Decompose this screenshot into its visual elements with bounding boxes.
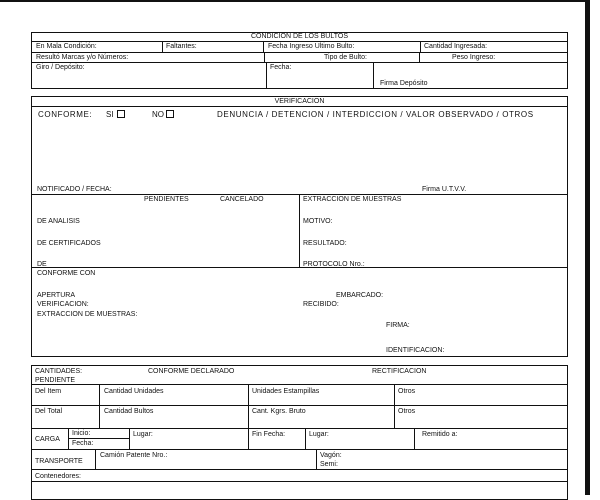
verificacion-field[interactable]: VERIFICACION: xyxy=(37,301,89,308)
cantidades-section xyxy=(31,365,568,500)
rectificacion-header: RECTIFICACION xyxy=(372,368,427,375)
cant-kgrs-field[interactable]: Cant. Kgrs. Bruto xyxy=(252,408,306,415)
de-certificados-row: DE CERTIFICADOS xyxy=(37,240,101,247)
extraccion-field[interactable]: EXTRACCION DE MUESTRAS: xyxy=(37,311,138,318)
extraccion-muestras-header: EXTRACCION DE MUESTRAS xyxy=(303,196,402,203)
fecha-ingreso-field[interactable]: Fecha Ingreso Ultimo Bulto: xyxy=(268,43,355,50)
cantidades-label: CANTIDADES: xyxy=(35,368,83,375)
tipo-bulto-field[interactable]: Tipo de Bulto: xyxy=(324,54,367,61)
en-mala-condicion-field[interactable]: En Mala Condición: xyxy=(36,43,97,50)
carga-label: CARGA xyxy=(35,436,60,443)
fecha-carga-field[interactable]: Fecha: xyxy=(72,440,94,447)
otros-field-2[interactable]: Otros xyxy=(398,408,416,415)
camion-patente-field[interactable]: Camión Patente Nro.: xyxy=(100,452,168,459)
conforme-declarado-header: CONFORME DECLARADO xyxy=(148,368,235,375)
fecha-field[interactable]: Fecha: xyxy=(270,64,292,71)
unidades-estampillas-field[interactable]: Unidades Estampillas xyxy=(252,388,320,395)
notificado-fecha-field[interactable]: NOTIFICADO / FECHA: xyxy=(37,186,112,193)
vagon-field[interactable]: Vagón: xyxy=(320,452,342,459)
lugar-field-1[interactable]: Lugar: xyxy=(133,431,153,438)
semi-field[interactable]: Semi: xyxy=(320,461,338,468)
apertura-field[interactable]: APERTURA xyxy=(37,292,75,299)
motivo-field[interactable]: MOTIVO: xyxy=(303,218,333,225)
del-item-label: Del Item xyxy=(35,388,62,395)
pendientes-header: PENDIENTES xyxy=(144,196,189,203)
transporte-label: TRANSPORTE xyxy=(35,458,83,465)
resultado-field[interactable]: RESULTADO: xyxy=(303,240,347,247)
protocolo-field[interactable]: PROTOCOLO Nro.: xyxy=(303,261,365,268)
peso-ingreso-field[interactable]: Peso Ingreso: xyxy=(452,54,496,61)
pendiente-label: PENDIENTE xyxy=(35,377,76,384)
remitido-field[interactable]: Remitido a: xyxy=(422,431,458,438)
cantidad-unidades-field[interactable]: Cantidad Unidades xyxy=(104,388,164,395)
de-analisis-row: DE ANALISIS xyxy=(37,218,80,225)
firma-utvv-field[interactable]: Firma U.T.V.V. xyxy=(422,186,467,193)
cancelado-header: CANCELADO xyxy=(220,196,264,203)
del-total-label: Del Total xyxy=(35,408,63,415)
conforme-con-label: CONFORME CON xyxy=(37,270,96,277)
no-checkbox[interactable] xyxy=(166,110,174,118)
firma-field[interactable]: FIRMA: xyxy=(386,322,410,329)
faltantes-field[interactable]: Faltantes: xyxy=(166,43,197,50)
si-label: SI xyxy=(106,110,114,119)
verificacion-title: VERIFICACION xyxy=(274,98,325,105)
cantidad-bultos-field[interactable]: Cantidad Bultos xyxy=(104,408,154,415)
giro-deposito-field[interactable]: Giro / Depósito: xyxy=(36,64,85,71)
firma-deposito-field[interactable]: Firma Depósito xyxy=(380,80,428,87)
inicio-field[interactable]: Inicio: xyxy=(72,430,91,437)
recibido-field[interactable]: RECIBIDO: xyxy=(303,301,339,308)
no-label: NO xyxy=(152,110,164,119)
fin-fecha-field[interactable]: Fin Fecha: xyxy=(252,431,286,438)
embarcado-field[interactable]: EMBARCADO: xyxy=(336,292,384,299)
si-checkbox[interactable] xyxy=(117,110,125,118)
resulto-marcas-field[interactable]: Resultó Marcas y/o Números: xyxy=(36,54,129,61)
conforme-label: CONFORME: xyxy=(38,110,93,119)
otros-field-1[interactable]: Otros xyxy=(398,388,416,395)
contenedores-field[interactable]: Contenedores: xyxy=(35,473,81,480)
de-row: DE xyxy=(37,261,47,268)
cantidad-ingresada-field[interactable]: Cantidad Ingresada: xyxy=(424,43,488,50)
denuncia-label: DENUNCIA / DETENCION / INTERDICCION / VALOR OBSERVADO / OTROS xyxy=(217,110,534,119)
condicion-title: CONDICION DE LOS BULTOS xyxy=(251,33,348,40)
lugar-field-2[interactable]: Lugar: xyxy=(309,431,329,438)
identificacion-field[interactable]: IDENTIFICACION: xyxy=(386,347,445,354)
